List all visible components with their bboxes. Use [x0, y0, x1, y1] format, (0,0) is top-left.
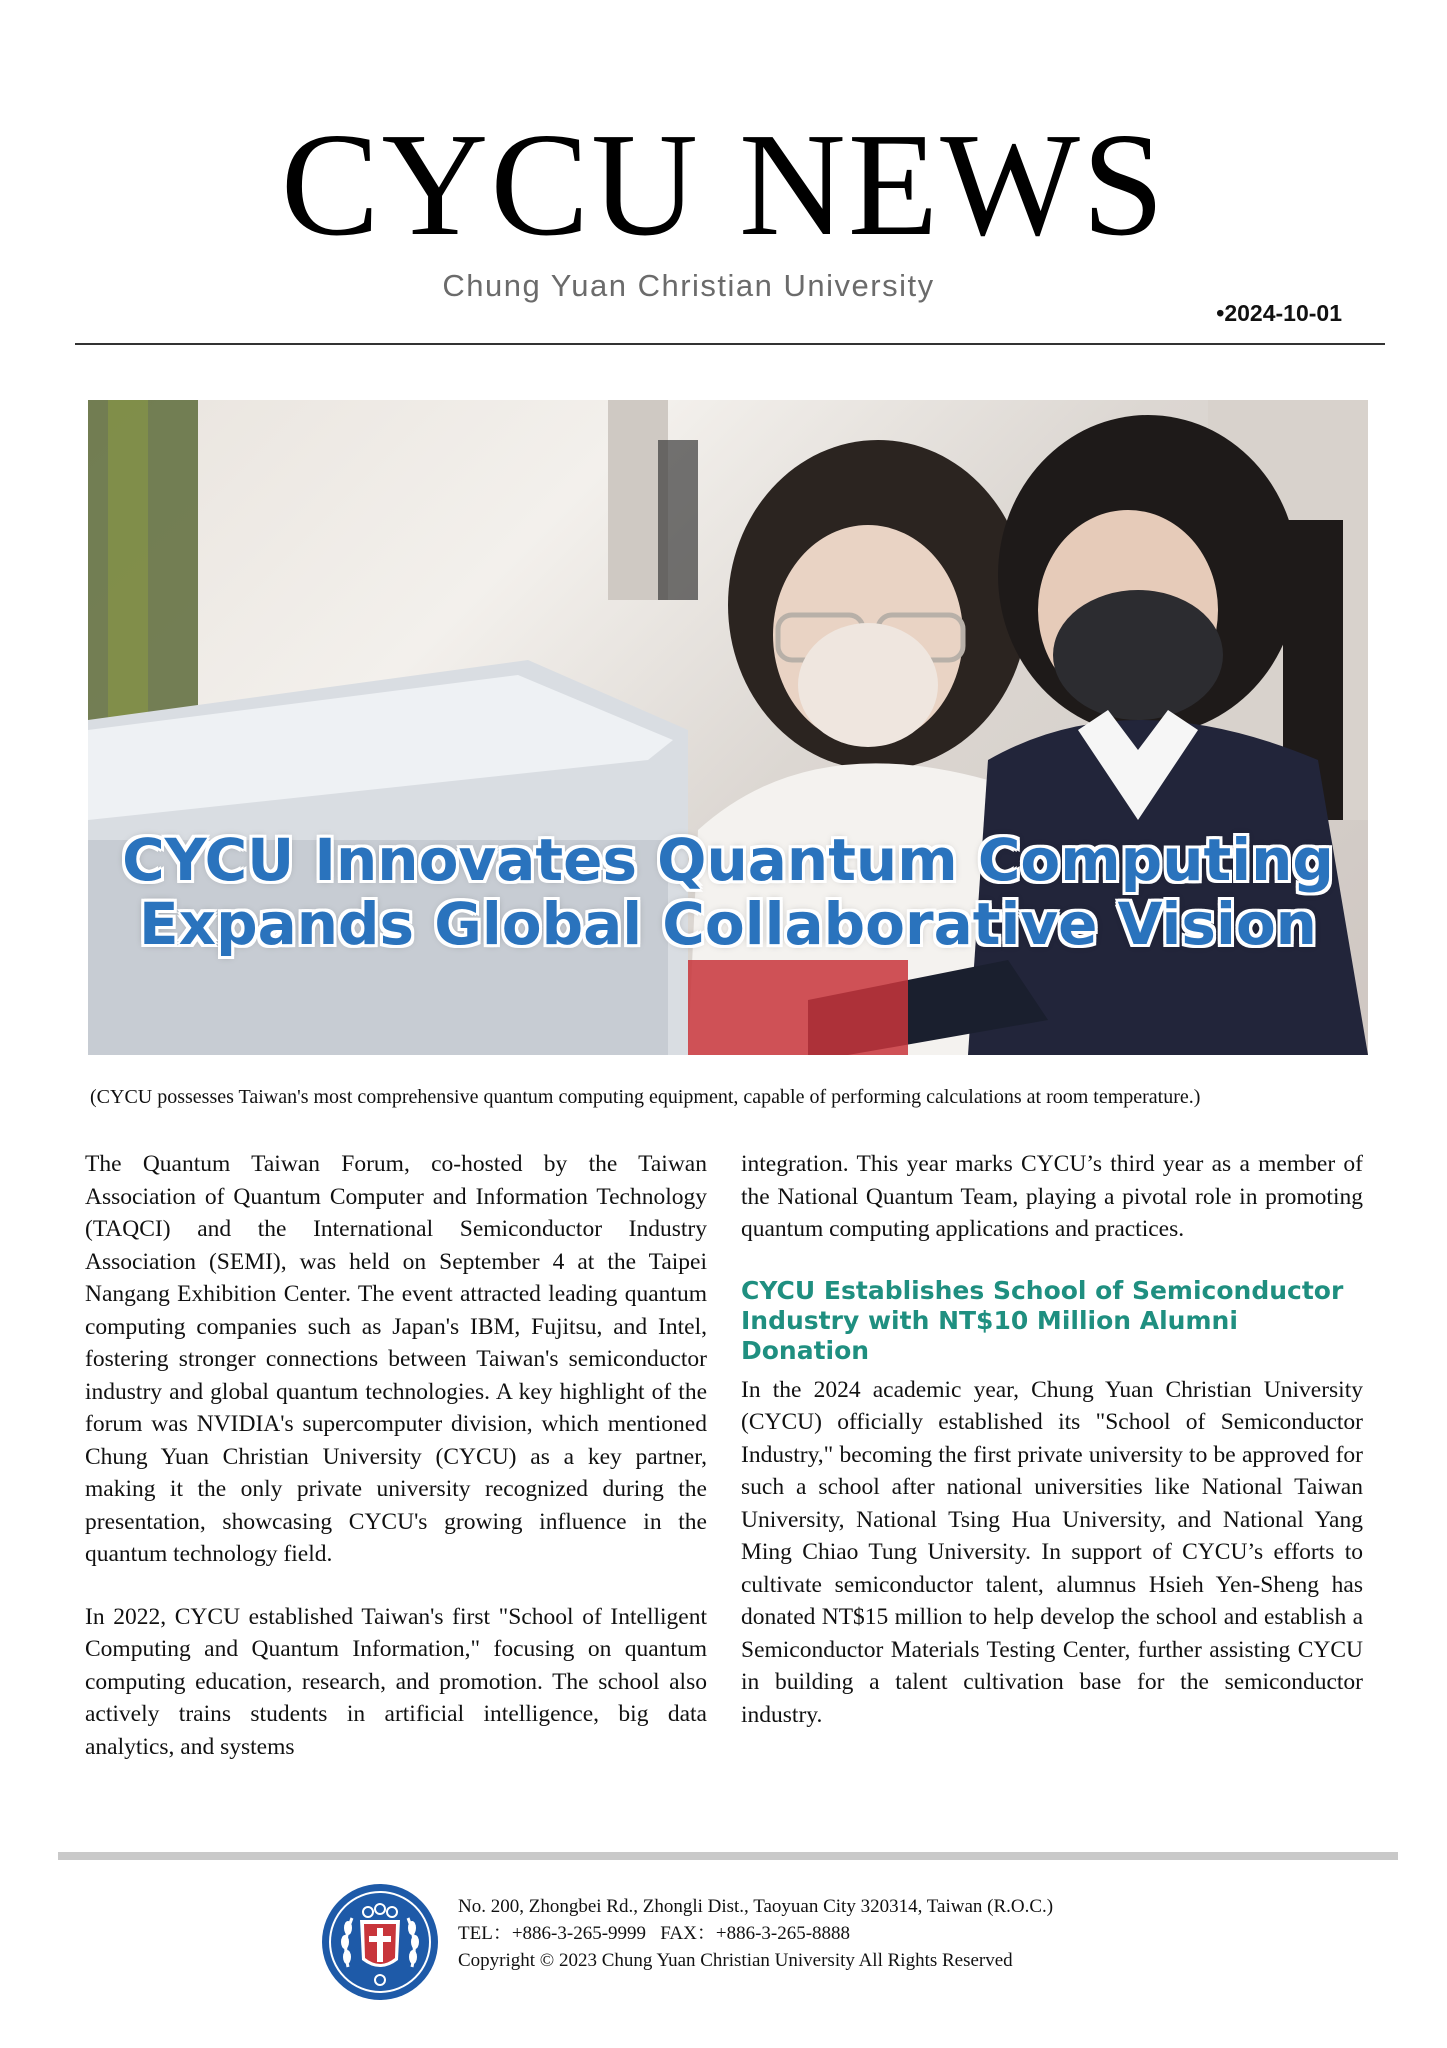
section-subheading: CYCU Establishes School of Semiconductor Industry with NT$10 Million Alumni Donation	[741, 1275, 1344, 1365]
article-column-left	[85, 1148, 707, 1793]
photo-caption: (CYCU possesses Taiwan's most comprehensive quantum computing equipment, capable of performing calculations at room temperature.)	[90, 1086, 1201, 1108]
issue-date: •2024-10-01	[1216, 300, 1342, 326]
hero-headline-line2: Expands Global Collaborative Vision	[139, 890, 1317, 958]
hero-headline-line1: CYCU Innovates Quantum Computing	[122, 826, 1334, 894]
article-column-right	[741, 1148, 1363, 1761]
article-paragraph: integration. This year marks CYCU’s third year as a member of the National Quantum Team, playing a pivotal role in promoting quantum computing applications and practices.	[741, 1151, 1363, 1242]
footer-info	[458, 1893, 1053, 1974]
footer-contact: TEL：+886-3-265-9999 FAX：+886-3-265-8888	[458, 1923, 851, 1944]
university-emblem-icon	[320, 1882, 440, 2002]
article-paragraph: The Quantum Taiwan Forum, co-hosted by the Taiwan Association of Quantum Computer and Information Technology (TAQCI) and the International Semiconductor Industry Association (SEMI), was held on September 4 at the Taipei Nangang Exhibition Center. The event attracted leading quantum computing companies such as Japan's IBM, Fujitsu, and Intel, fostering stronger connections between Taiwan's semiconductor industry and global quantum technologies. A key highlight of the forum was NVIDIA's supercomputer division, which mentioned Chung Yuan Christian University (CYCU) as a key partner, making it the only private university recognized during the presentation, showcasing CYCU's growing influence in the quantum technology field.	[85, 1151, 707, 1567]
header-divider	[75, 343, 1385, 345]
footer-copyright: Copyright © 2023 Chung Yuan Christian University All Rights Reserved	[458, 1950, 1013, 1971]
masthead-title: CYCU NEWS	[280, 103, 1167, 267]
article-paragraph: In the 2024 academic year, Chung Yuan Christian University (CYCU) officially established its "School of Semiconductor Industry," becoming the first private university to be approved for such a school after national universities like National Taiwan University, National Tsing Hua University, and National Yang Ming Chiao Tung University. In support of CYCU’s efforts to cultivate semiconductor talent, alumnus Hsieh Yen-Sheng has donated NT$15 million to help develop the school and establish a Semiconductor Materials Testing Center, further assisting CYCU in building a talent cultivation base for the semiconductor industry.	[741, 1376, 1363, 1728]
footer-divider	[58, 1852, 1398, 1860]
article-paragraph: In 2022, CYCU established Taiwan's first "School of Intelligent Computing and Quantum Information," focusing on quantum computing education, research, and promotion. The school also actively trains students in artificial intelligence, big data analytics, and systems	[85, 1603, 707, 1760]
hero-photo	[88, 400, 1368, 1055]
footer-address: No. 200, Zhongbei Rd., Zhongli Dist., Taoyuan City 320314, Taiwan (R.O.C.)	[458, 1896, 1054, 1917]
university-name: Chung Yuan Christian University	[442, 268, 935, 303]
